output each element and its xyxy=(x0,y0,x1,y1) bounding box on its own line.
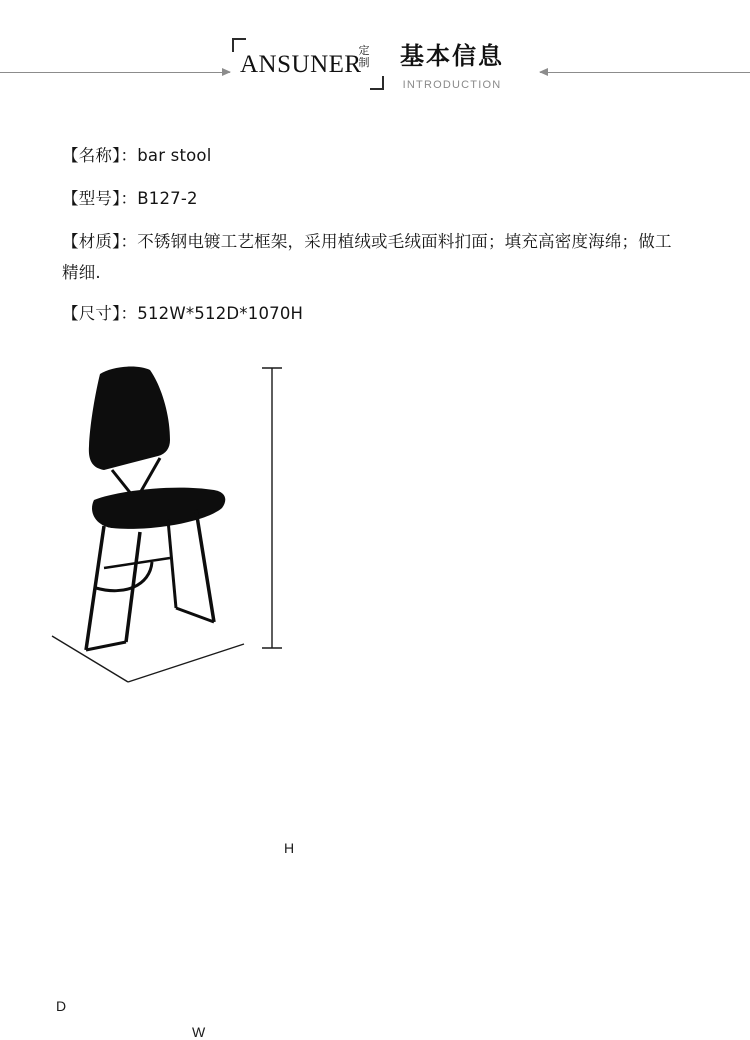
stool-footrest xyxy=(96,562,152,591)
page-title-en: INTRODUCTION xyxy=(402,79,502,91)
bracket-bottom-right-icon xyxy=(370,76,384,90)
arrow-left-icon xyxy=(539,68,548,76)
page-title-cn: 基本信息 xyxy=(400,42,504,70)
bracket-top-left-icon xyxy=(232,38,246,52)
brand-name: ANSUNER xyxy=(240,51,362,78)
stool-leg-back-left xyxy=(168,520,176,608)
spec-material: 【材质】：不锈钢电镀工艺框架，采用植绒或毛绒面料扪面；填充高密度海绵；做工精细. xyxy=(62,232,672,282)
brand-logo xyxy=(232,38,384,90)
spec-model: 【型号】：B127-2 xyxy=(62,189,198,208)
spec-name: 【名称】：bar stool xyxy=(62,146,212,165)
stool-foot-back xyxy=(176,608,214,622)
stool-seat xyxy=(92,488,225,529)
arrow-right-icon xyxy=(222,68,231,76)
product-spec-list xyxy=(62,140,682,341)
page-title xyxy=(392,36,512,91)
header-rule-right xyxy=(540,72,750,73)
dimension-label-w: W xyxy=(192,1024,206,1040)
stool-backrest xyxy=(89,367,170,470)
brand-cn-text: 定制 xyxy=(358,44,370,69)
dimension-label-d: D xyxy=(56,998,67,1014)
stool-foot-front xyxy=(86,642,126,650)
stool-leg-back-right xyxy=(196,510,214,622)
header-rule-left xyxy=(0,72,230,73)
dimension-line-w xyxy=(128,644,244,682)
spec-size: 【尺寸】：512W*512D*1070H xyxy=(62,304,304,323)
dimension-label-h: H xyxy=(284,840,295,856)
bar-stool-illustration xyxy=(0,350,750,723)
page-header xyxy=(0,0,750,120)
product-dimension-drawing xyxy=(0,350,750,1040)
